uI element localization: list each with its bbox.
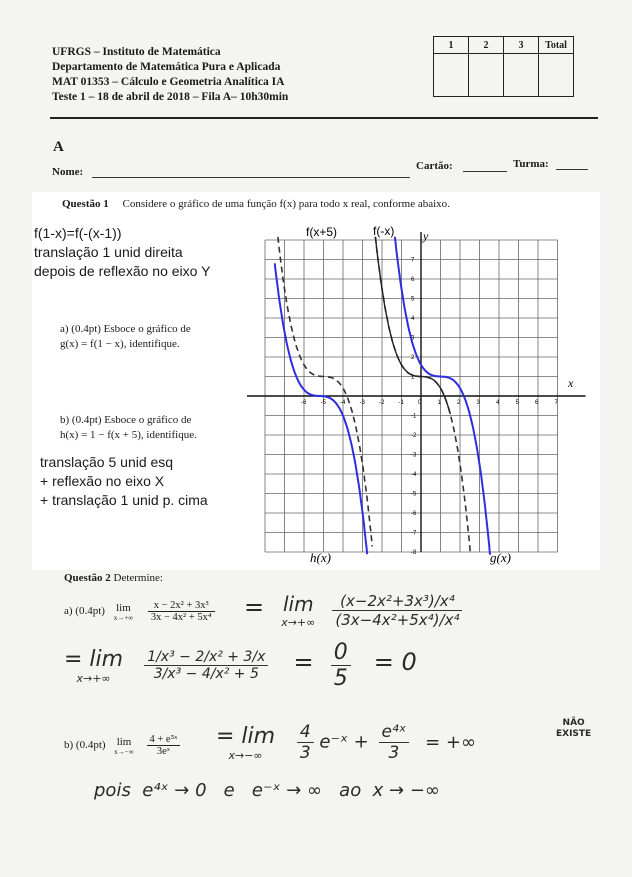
note-b-line-1: translação 5 unid esq — [40, 454, 174, 470]
note-a-line-1: f(1-x)=f(-(x-1)) — [34, 225, 122, 241]
q2-a-hw2-result-fraction — [331, 640, 351, 691]
cartao-label: Cartão: — [416, 160, 453, 172]
q2-b-note-line-2: EXISTE — [556, 729, 592, 739]
score-header-1: 1 — [434, 37, 469, 54]
note-a-block — [34, 224, 210, 281]
y-tick-label: 7 — [411, 257, 415, 264]
test-info: Teste 1 – 18 de abril de 2018 – Fila A– 10h30min — [52, 91, 289, 103]
version-letter: A — [53, 139, 64, 155]
q1-a-label: a) (0.4pt) Esboce o gráfico de — [60, 323, 191, 335]
q1-header — [62, 198, 450, 210]
q2-b-hw1-lim-sub: x→−∞ — [228, 748, 263, 762]
y-tick-label: -4 — [411, 472, 417, 478]
y-tick-label: 2 — [411, 355, 415, 361]
q2-b-hw1-t1d: 3 — [299, 743, 311, 763]
q2-part-b — [64, 734, 180, 757]
q2-b-hw1-t1n: 4 — [297, 722, 314, 743]
q1-a-expr: g(x) = f(1 − x), identifique. — [60, 338, 180, 350]
q2-a-hw1-lim — [281, 592, 315, 629]
q1-title: Questão 1 — [62, 198, 109, 210]
x-tick-label: 7 — [554, 400, 558, 406]
q2-a-hw2-fraction — [144, 649, 268, 682]
q2-a-handwritten-2 — [64, 640, 417, 691]
x-tick-label: 6 — [535, 400, 539, 406]
q2-a-hw1-eq: = — [244, 593, 265, 621]
q2-header — [64, 572, 163, 584]
q2-part-a — [64, 600, 215, 623]
curve-f-x-plus-5 — [278, 237, 372, 547]
x-tick-label: -2 — [379, 400, 385, 406]
q1-b-expr: h(x) = 1 − f(x + 5), identifique. — [60, 429, 197, 441]
q2-title-rest: Determine: — [113, 572, 163, 584]
q2-b-numerator: 4 + e⁵ˣ — [147, 734, 181, 746]
x-tick-label: 1 — [437, 400, 441, 406]
label-f-minus-x: f(-x) — [373, 224, 395, 238]
q2-b-hw1-t2d: 3 — [388, 743, 400, 763]
curve-h — [275, 263, 367, 554]
q2-a-hw2-fd: 5 — [333, 666, 348, 691]
y-tick-label: -6 — [411, 511, 417, 517]
score-cell-total — [539, 54, 574, 97]
score-header-total: Total — [539, 37, 574, 54]
q2-a-hw2-lim-sub: x→+∞ — [76, 671, 111, 685]
q2-a-hw2-lim — [64, 647, 123, 685]
q2-a-lim-sub: x→+∞ — [113, 613, 134, 622]
q2-b-note — [556, 718, 591, 740]
y-tick-label: 4 — [411, 316, 415, 322]
institute-name: UFRGS – Instituto de Matemática — [52, 46, 221, 58]
q2-b-hw1-t2n: e⁴ˣ — [379, 722, 410, 743]
y-tick-label: -5 — [411, 491, 417, 498]
q2-a-hw1-fraction — [332, 592, 462, 629]
q2-a-hw1-num: (x−2x²+3x³)/x⁴ — [332, 592, 462, 611]
q2-b-handwritten-1 — [216, 722, 476, 763]
q2-b-hw1-lim-text: = lim — [216, 723, 276, 749]
label-f-x-plus-5: f(x+5) — [306, 225, 338, 239]
x-tick-label: -1 — [398, 400, 404, 406]
q2-b-lim-sub: x→−∞ — [114, 747, 134, 756]
q2-a-lim-text: lim — [116, 601, 131, 614]
q2-a-hw1-lim-text: lim — [282, 592, 314, 616]
q2-b-hw1-lim — [216, 724, 275, 762]
y-tick-label: -8 — [411, 550, 417, 556]
y-tick-label: 3 — [411, 335, 415, 342]
graph-grid — [247, 232, 586, 552]
q2-a-hw2-den: 3/x³ − 4/x² + 5 — [153, 666, 259, 682]
course-name: MAT 01353 – Cálculo e Geometria Analítica IA — [52, 76, 285, 88]
q1-part-b — [60, 413, 197, 443]
x-tick-label: 2 — [457, 400, 461, 406]
header-rule — [50, 117, 598, 119]
name-label: Nome: — [52, 166, 84, 178]
label-y-axis: y — [423, 229, 429, 243]
q2-b-hw1-frac2 — [379, 722, 410, 763]
y-tick-label: -1 — [411, 413, 417, 420]
q2-b-hw1-t1e: e⁻ˣ + — [319, 731, 369, 753]
header-block — [52, 45, 288, 105]
note-a-line-2: translação 1 unid direita — [34, 244, 183, 260]
q2-b-note-line-1: NÃO — [562, 718, 585, 728]
score-header-3: 3 — [504, 37, 539, 54]
q2-a-lim — [114, 602, 133, 622]
cartao-line — [463, 171, 507, 172]
q2-a-hw1-lim-sub: x→+∞ — [281, 616, 316, 629]
name-line — [92, 177, 410, 178]
department-name: Departamento de Matemática Pura e Aplicada — [52, 61, 281, 73]
q2-a-handwritten-1 — [244, 592, 462, 629]
y-tick-label: 1 — [411, 374, 415, 381]
label-g: g(x) — [490, 550, 511, 565]
y-tick-label: 6 — [411, 277, 415, 283]
x-tick-label: -3 — [359, 400, 365, 406]
y-tick-label: 5 — [411, 296, 415, 303]
score-cell-1 — [434, 54, 469, 97]
x-tick-label: 5 — [515, 400, 519, 406]
q2-b-hw1-frac1 — [297, 722, 314, 763]
turma-label: Turma: — [513, 158, 549, 170]
note-b-block — [40, 453, 208, 510]
q2-b-hw1-res: = +∞ — [425, 731, 476, 753]
q2-a-fraction — [148, 600, 215, 623]
score-cell-3 — [504, 54, 539, 97]
note-a-line-3: depois de reflexão no eixo Y — [34, 263, 211, 279]
q2-a-denominator: 3x − 4x² + 5x⁴ — [150, 612, 212, 623]
q1-statement: Considere o gráfico de uma função f(x) para todo x real, conforme abaixo. — [122, 198, 450, 210]
q2-b-fraction — [147, 734, 181, 757]
x-tick-label: 4 — [496, 400, 500, 406]
q2-a-hw1-den: (3x−4x²+5x⁴)/x⁴ — [335, 611, 460, 629]
q2-b-denominator: 3eˣ — [156, 746, 170, 757]
score-table — [433, 36, 574, 97]
y-tick-label: -2 — [411, 433, 417, 439]
y-tick-label: -3 — [411, 452, 417, 459]
note-b-line-3: + translação 1 unid p. cima — [40, 492, 208, 508]
score-cell-2 — [469, 54, 504, 97]
label-x-axis: x — [568, 376, 574, 390]
y-tick-label: -7 — [411, 530, 417, 537]
q2-a-label: a) (0.4pt) — [64, 605, 105, 618]
q2-b-lim-text: lim — [116, 735, 132, 748]
x-tick-label: 0 — [418, 400, 422, 406]
q2-a-hw2-final: = 0 — [373, 648, 417, 676]
x-tick-label: -4 — [340, 400, 346, 406]
x-tick-label: -5 — [320, 400, 326, 406]
q2-b-handwritten-2: pois e⁴ˣ → 0 e e⁻ˣ → ∞ ao x → −∞ — [94, 780, 440, 801]
q1-b-label: b) (0.4pt) Esboce o gráfico de — [60, 414, 192, 426]
score-header-2: 2 — [469, 37, 504, 54]
x-tick-label: -6 — [301, 400, 307, 406]
q2-a-hw2-num: 1/x³ − 2/x² + 3/x — [144, 649, 268, 666]
q2-b-label: b) (0.4pt) — [64, 739, 106, 752]
q2-a-hw2-fn: 0 — [331, 640, 351, 666]
turma-line — [556, 169, 588, 170]
q2-title: Questão 2 — [64, 572, 111, 584]
q2-b-lim — [114, 736, 133, 756]
function-graph — [240, 220, 600, 570]
q2-a-numerator: x − 2x² + 3x³ — [148, 600, 215, 612]
q1-part-a — [60, 322, 191, 352]
x-tick-label: 3 — [476, 400, 480, 406]
q2-a-hw2-lim-text: = lim — [64, 646, 124, 672]
q2-a-hw2-eq: = — [293, 648, 314, 676]
label-h: h(x) — [310, 550, 331, 565]
note-b-line-2: + reflexão no eixo X — [40, 473, 165, 489]
